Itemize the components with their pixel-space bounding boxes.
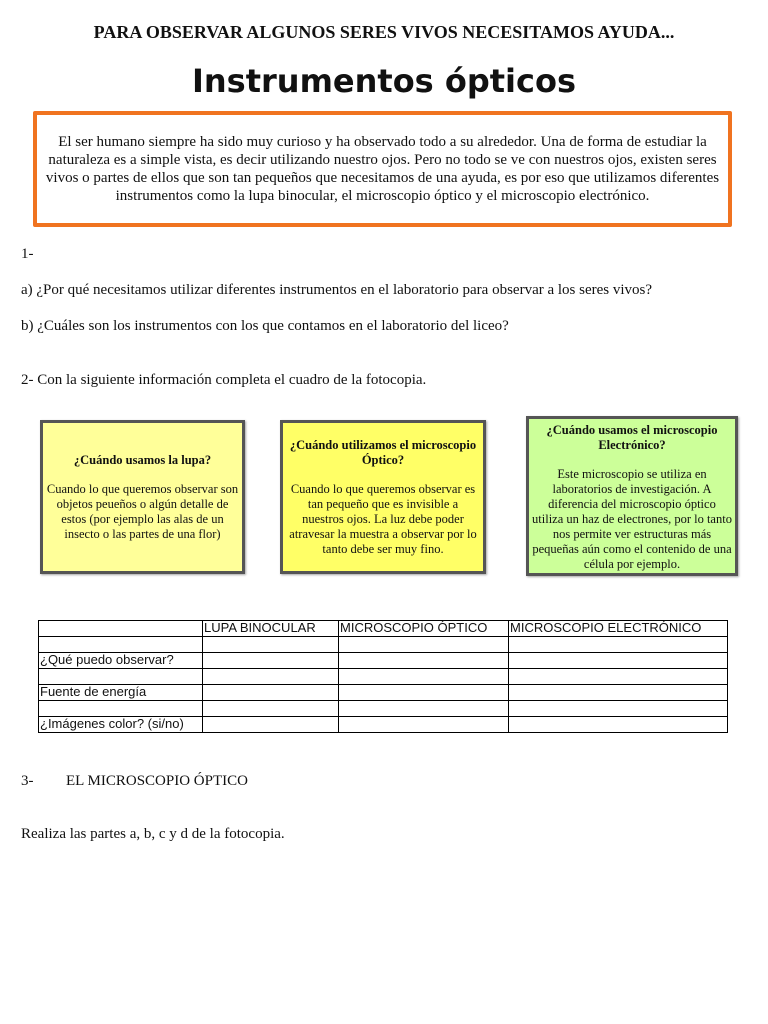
question-1b: b) ¿Cuáles son los instrumentos con los que contamos en el laboratorio del liceo? [21, 318, 509, 334]
page-kicker: PARA OBSERVAR ALGUNOS SERES VIVOS NECESITAMOS AYUDA... [93, 22, 675, 42]
table-cell [509, 637, 728, 653]
question-3-number: 3- [21, 773, 34, 789]
table-cell [509, 701, 728, 717]
table-row-label: Fuente de energía [39, 685, 203, 701]
table-cell [339, 685, 509, 701]
table-header-cell: MICROSCOPIO ELECTRÓNICO [509, 621, 728, 637]
question-1a: a) ¿Por qué necesitamos utilizar diferentes instrumentos en el laboratorio para observar a los seres vivos? [21, 282, 653, 298]
question-2: 2- Con la siguiente información completa el cuadro de la fotocopia. [21, 372, 427, 388]
question-3-instruction: Realiza las partes a, b, c y d de la fotocopia. [21, 826, 285, 842]
table-header-cell: MICROSCOPIO ÓPTICO [339, 621, 509, 637]
table-header-cell: LUPA BINOCULAR [203, 621, 339, 637]
table-cell [339, 653, 509, 669]
table-row [39, 653, 728, 669]
card-question: ¿Cuándo usamos el microscopio Electrónico? [546, 423, 718, 452]
table-cell [509, 717, 728, 733]
table-cell [339, 669, 509, 685]
table-cell [509, 653, 728, 669]
table-row [39, 701, 728, 717]
table-cell [203, 685, 339, 701]
table-header-cell [39, 621, 203, 637]
table-row-label: ¿Qué puedo observar? [39, 653, 203, 669]
table-cell [39, 637, 203, 653]
table-row [39, 669, 728, 685]
card-answer: Cuando lo que queremos observar es tan pequeño que es invisible a nuestros ojos. La luz debe poder atravesar la muestra a observar por lo tanto debe ser muy fino. [289, 481, 477, 556]
table-cell [203, 717, 339, 733]
card-microscopio-optico [280, 420, 486, 574]
table-cell [339, 717, 509, 733]
table-cell [203, 669, 339, 685]
table-cell [339, 701, 509, 717]
table-cell [203, 637, 339, 653]
card-question: ¿Cuándo usamos la lupa? [73, 452, 212, 467]
card-answer: Cuando lo que queremos observar son objetos peueños o algún detalle de estos (por ejemplo las alas de un insecto o las partes de una flor) [46, 481, 239, 541]
card-microscopio-electronico [526, 416, 738, 576]
card-lupa [40, 420, 245, 574]
question-1-number: 1- [21, 246, 34, 262]
card-question: ¿Cuándo utilizamos el microscopio Óptico? [289, 437, 477, 467]
question-3-heading: EL MICROSCOPIO ÓPTICO [66, 773, 248, 789]
table-cell [203, 701, 339, 717]
comparison-table [38, 620, 728, 733]
table-cell [509, 669, 728, 685]
table-cell [339, 637, 509, 653]
table-cell [39, 701, 203, 717]
table-row [39, 685, 728, 701]
table-row [39, 637, 728, 653]
page-title: Instrumentos ópticos [191, 62, 577, 100]
table-cell [39, 669, 203, 685]
table-cell [203, 653, 339, 669]
intro-box [33, 111, 732, 227]
table-cell [509, 685, 728, 701]
table-row [39, 717, 728, 733]
intro-text: El ser humano siempre ha sido muy curioso y ha observado todo a su alrededor. Una de forma de estudiar la naturaleza es a simple vista, es decir utilizando nuestro ojos. Pero no todo se ve con nuestros ojos, existen seres vivos o partes de ellos que son tan pequeños que necesitamos de una ayuda, es por eso que utilizamos diferentes instrumentos como la lupa binocular, el microscopio óptico y el microscopio electrónico. [45, 134, 720, 204]
table-header-row [39, 621, 728, 637]
table-row-label: ¿Imágenes color? (si/no) [39, 717, 203, 733]
card-answer: Este microscopio se utiliza en laboratorios de investigación. A diferencia del microscopio óptico utiliza un haz de electrones, por lo tanto nos permite ver estructuras más pequeñas aún como el contenido de una célula por ejemplo. [532, 467, 732, 571]
